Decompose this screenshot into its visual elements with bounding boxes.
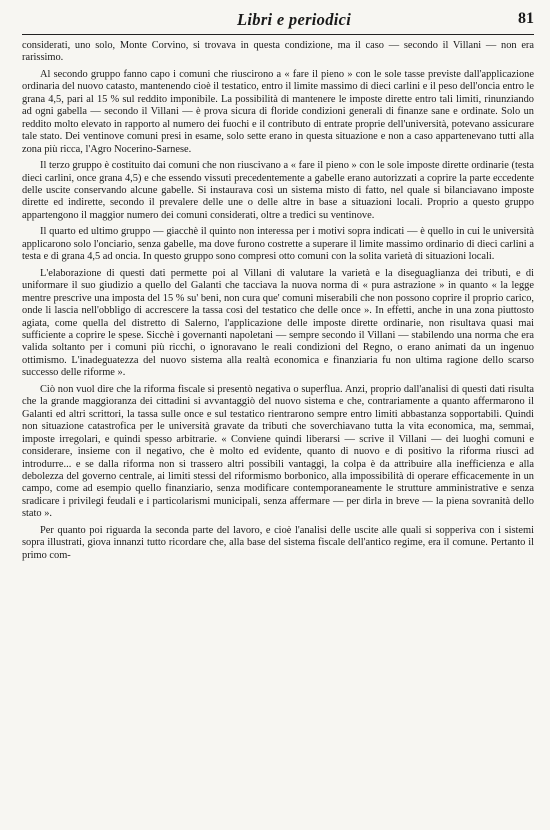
paragraph-3: Il terzo gruppo è costituito dai comuni che non riuscivano a « fare il pieno » con le sole imposte dirette ordinarie (testa dieci carlini, once grana 4,5) e che essendo vissuti precedentemente a gabelle erano autorizzati a coprire la parte eccedente delle uscite conservando alcune gabelle. Si instaurava così un sistema misto di fatto, nel quale si bilanciavano imposte dirette ed indirette, secondo il prevalere delle une o delle altre in base a situazioni locali. Proprio a questo gruppo appartengono il maggior numero dei comuni considerati, oltre a tredici su ventinove. (22, 160, 534, 221)
page-header (22, 8, 534, 35)
paragraph-2: Al secondo gruppo fanno capo i comuni che riuscirono a « fare il pieno » con le sole tasse previste dall'applicazione ordinaria del nuovo catasto, mantenendo cioè il testatico, entro il limite massimo di dieci carlini e il peso dell'oncia entro le grana 4,5, pari al 15 % sul reddito imponibile. La possibilità di mantenere le imposte dirette entro tali limiti, rinunziando ad ogni gabella — secondo il Villani — è prova sicura di floride condizioni generali di finanze sane e ordinate. Solo un reddito molto elevato in rapporto al numero dei fuochi e il contributo di entrate proprie dell'università, potevano assicurare tale stato. Dei ventinove comuni presi in esame, solo sette erano in questa situazione e non a caso appartenevano tutti alla zona più ricca, l'Agro Nocerino-Sarnese. (22, 68, 535, 155)
page-number: 81 (518, 10, 534, 27)
running-title: Libri e periodici (237, 10, 352, 29)
paragraph-7: Per quanto poi riguarda la seconda parte del lavoro, e cioè l'analisi delle uscite alle quali si sopperiva con i sistemi sopra illustrati, giova innanzi tutto ricordare che, alla base del sistema fiscale dell'antico regime, era il comune. Pertanto il primo com- (22, 524, 534, 561)
paragraph-1: considerati, uno solo, Monte Corvino, si trovava in questa condizione, ma il caso — secondo il Villani — non era rarissimo. (22, 40, 534, 64)
book-page (22, 8, 534, 566)
body-text (22, 40, 534, 562)
paragraph-4: Il quarto ed ultimo gruppo — giacchè il quinto non interessa per i motivi sopra indicati — è quello in cui le università applicarono solo l'onciario, senza gabelle, ma dove furono costrette a superare il limite massimo ordinario di dieci carlini a testa e di grana 4,5 ad oncia. In questo gruppo sono compresi otto comuni con la solita varietà di situazioni locali. (22, 226, 534, 263)
paragraph-5: L'elaborazione di questi dati permette poi al Villani di valutare la varietà e la diseguaglianza dei tributi, e di uniformare il suo giudizio a quello del Galanti che tacciava la nuova norma di « pura astrazione » in quanto « la legge mentre prescrive una imposta del 15 % su' beni, non cura que' comuni miserabili che non possono coprire il proprio carico, onde li lascia nell'obbligo di accrescere la tassa così del testatico che delle once ». In effetti, anche in una zona piuttosto agiata, come quella del distretto di Salerno, l'applicazione delle imposte dirette ordinarie, non risultava quasi mai sufficiente a coprire le spese. Sicchè i governanti napoletani — sempre secondo il Villani — stabilendo una norma che era valida soltanto per i comuni più ricchi, o ignoravano le reali condizioni del Regno, o erano animati da un ingenuo ottimismo. L'inadeguatezza del nuovo sistema alla realtà economica e finanziaria fu non ultima ragione dello scarso successo delle riforme ». (22, 267, 534, 379)
paragraph-6: Ciò non vuol dire che la riforma fiscale si presentò negativa o superflua. Anzi, proprio dall'analisi di questi dati risulta che la grande maggioranza dei cittadini si avvantaggiò del nuovo sistema e che, contrariamente a quanto affermarono il Galanti ed altri scrittori, la tassa sulle once e sul testatico rientrarono sempre entro limiti abbastanza sopportabili. Quindi non situazione catastrofica per le università gravate da tributi che soverchiavano tutta la vita economica, ma, semmai, imposte irregolari, e quindi spesso arbitrarie. « Conviene quindi liberarsi — scrive il Villani — dei luoghi comuni e considerare, insieme con il negativo, che è molto ed evidente, quanto di nuovo e di positivo la riforma riuscì ad introdurre... e se dalla riforma non si trassero altri possibili vantaggi, la colpa è da attribuire alla inefficienza e alla debolezza del governo centrale, ai limiti stessi del riformismo borbonico, alla impossibilità di operare efficacemente in un campo, come ad esempio quello finanziario, senza modificare contemporaneamente le strutture amministrative e senza sradicare i privilegi feudali e i particolarismi municipali, senza affermare — per dirla in breve — la piena sovranità dello stato ». (22, 383, 534, 520)
